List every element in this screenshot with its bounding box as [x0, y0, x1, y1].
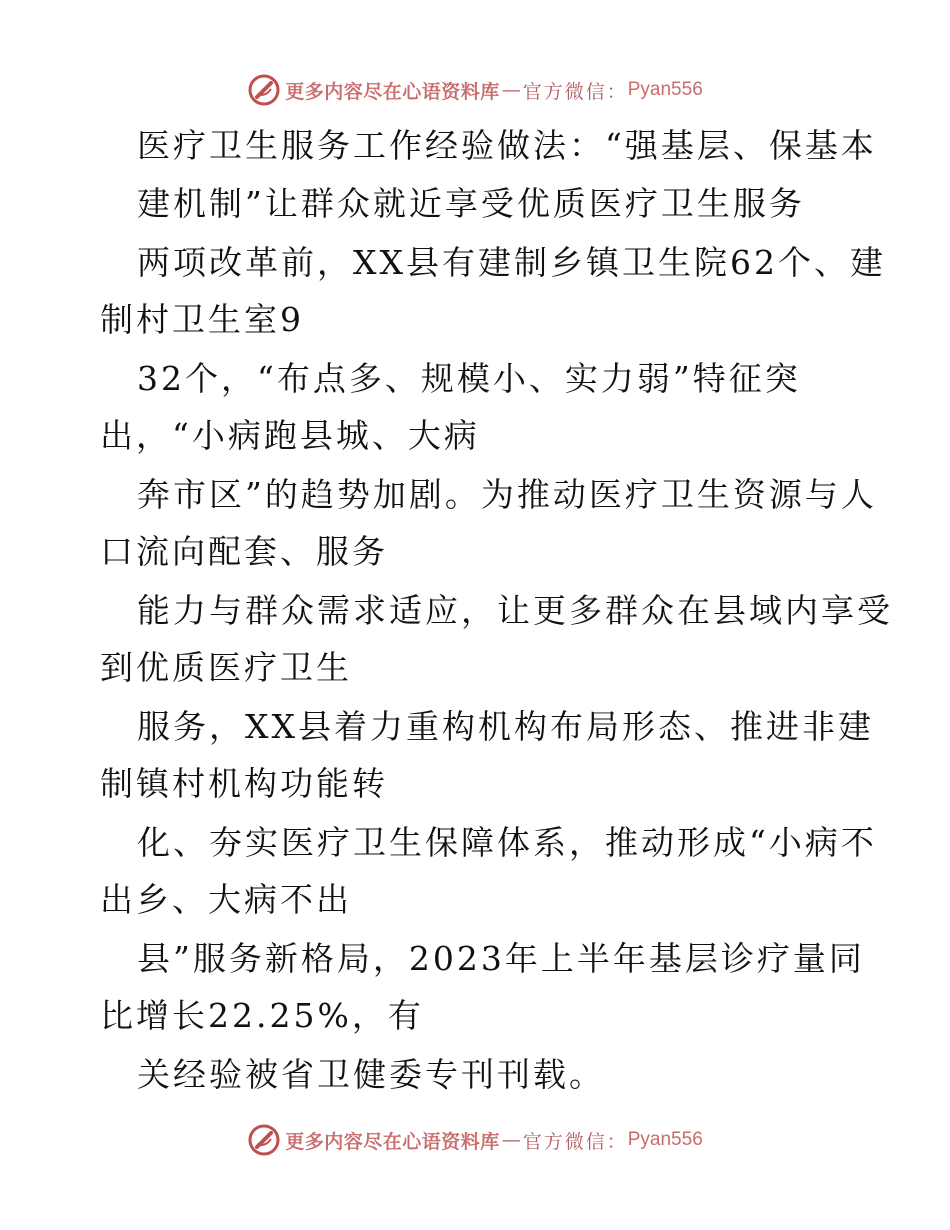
text-line: 医疗卫生服务工作经验做法：“强基层、保基本	[137, 126, 877, 165]
watermark-official-label: 官方微信：	[522, 80, 628, 103]
text-line: 能力与群众需求适应，让更多群众在县域内享受	[137, 591, 893, 630]
text-line: 化、夯实医疗卫生保障体系，推动形成“小病不	[137, 823, 877, 862]
watermark-dash: —	[501, 1129, 521, 1151]
brand-logo-icon	[247, 1123, 281, 1157]
text-line: 出，“小病跑县城、大病	[100, 416, 480, 455]
watermark-official-label: 官方微信：	[522, 1130, 628, 1153]
text-line: 口流向配套、服务	[100, 532, 388, 571]
text-line: 建机制”让群众就近享受优质医疗卫生服务	[137, 184, 805, 223]
text-line: 服务，XX县着力重构机构布局形态、推进非建	[137, 707, 874, 746]
text-line: 32个，“布点多、规模小、实力弱”特征突	[137, 359, 801, 398]
text-line: 制村卫生室9	[100, 300, 304, 339]
text-line: 制镇村机构功能转	[100, 764, 388, 803]
watermark-wechat-id: Pyan556	[627, 1129, 703, 1150]
text-line: 比增长22.25%，有	[100, 996, 424, 1035]
watermark-dash: —	[501, 79, 521, 101]
text-line: 两项改革前，XX县有建制乡镇卫生院62个、建	[137, 243, 886, 282]
watermark-wechat-id: Pyan556	[627, 79, 703, 100]
text-line: 关经验被省卫健委专刊刊载。	[137, 1055, 605, 1094]
text-line: 到优质医疗卫生	[100, 648, 352, 687]
watermark-brand: 更多内容尽在心语资料库	[285, 80, 500, 103]
text-line: 出乡、大病不出	[100, 880, 352, 919]
footer-watermark	[0, 1120, 950, 1160]
watermark-brand: 更多内容尽在心语资料库	[285, 1130, 500, 1153]
brand-logo-icon	[247, 73, 281, 107]
text-line: 奔市区”的趋势加剧。为推动医疗卫生资源与人	[137, 475, 877, 514]
header-watermark	[0, 70, 950, 110]
text-line: 县”服务新格局，2023年上半年基层诊疗量同	[137, 939, 865, 978]
